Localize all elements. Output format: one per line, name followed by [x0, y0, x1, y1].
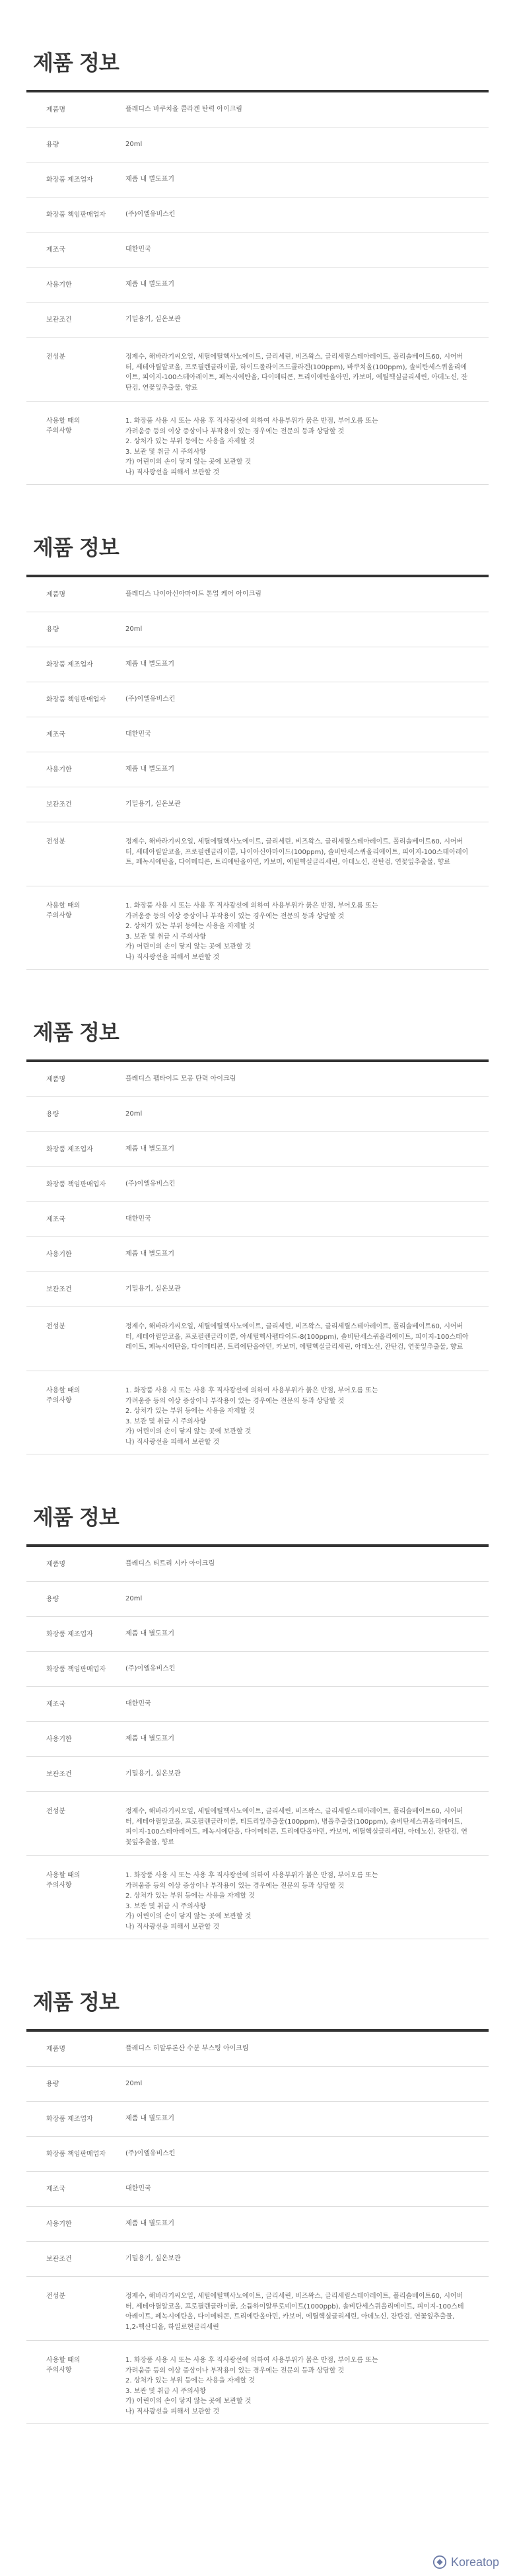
info-row-name: [26, 92, 489, 127]
row-label: 사용할 때의 주의사항: [46, 902, 81, 919]
info-row-caution: [26, 402, 489, 485]
row-value: 제품 내 별도표기: [125, 176, 174, 184]
row-label: 화장품 책임판매업자: [46, 1180, 106, 1188]
row-value: 기밀용기, 실온보관: [125, 316, 181, 324]
row-value: 1. 화장품 사용 시 또는 사용 후 직사광선에 의하여 사용부위가 붉은 반점, 부어오름 또는 가려움증 등의 이상 증상이나 부작용이 있는 경우에는 전문의 등과 상담할 것 2. 상처가 있는 부위 등에는 사용을 자제할 것 3. 보관 및 취급 시 주의사항 가) 어린이의 손이 닿지 않는 곳에 보관할 것 나) 직사광선을 피해서 보관할 것: [125, 417, 378, 476]
row-value: 정제수, 해바라기씨오일, 세틸에틸헥사노에이트, 글리세린, 비즈왁스, 글리세릴스테아레이트, 폴리솔베이트60, 시어버터, 세테아릴알코올, 프로필렌글라이콜, 소듐하이알루로네이트(1000ppb), 솔비탄세스퀴올리에이트, 피이지-100스테아레이트, 페녹시에탄올, 다이메티콘, 트리에탄올아민, 카보머, 에틸헥실글리세린, 아데노신, 잔탄검, 연꽃잎추출물, 1,2-헥산디올, 하일로현글리세린: [125, 2293, 464, 2331]
row-value: 20ml: [125, 141, 143, 149]
section-title: 제품 정보: [26, 485, 489, 577]
info-row-caution: [26, 1856, 489, 1939]
row-value: 1. 화장품 사용 시 또는 사용 후 직사광선에 의하여 사용부위가 붉은 반점, 부어오름 또는 가려움증 등의 이상 증상이나 부작용이 있는 경우에는 전문의 등과 상담할 것 2. 상처가 있는 부위 등에는 사용을 자제할 것 3. 보관 및 취급 시 주의사항 가) 어린이의 손이 닿지 않는 곳에 보관할 것 나) 직사광선을 피해서 보관할 것: [125, 1872, 378, 1931]
row-value: 플레디스 바쿠치올 콜라겐 탄력 아이크림: [125, 106, 242, 114]
info-row-country: [26, 1202, 489, 1237]
brand-name: Koreatop: [450, 2555, 499, 2569]
row-label: 사용기한: [46, 1735, 72, 1743]
product-info-section: [0, 485, 515, 970]
info-row-name: [26, 2032, 489, 2067]
row-value: 플레디스 티트리 시카 아이크림: [125, 1560, 215, 1568]
row-value: 정제수, 해바라기씨오일, 세틸에틸헥사노에이트, 글리세린, 비즈왁스, 글리세릴스테아레이트, 폴리솔베이트60, 시어버터, 세테아릴알코올, 프로필렌글라이콜, 나이아신아마이드(100ppm), 솔비탄세스퀴올리에이트, 피이지-100스테아레이트, 페녹시에탄올, 다이메티콘, 트리에탄올아민, 카보머, 에틸헥실글리세린, 아데노신, 잔탄검, 연꽃잎추출물, 향료: [125, 838, 469, 866]
section-title: 제품 정보: [26, 0, 489, 92]
info-row-seller: [26, 1167, 489, 1202]
row-value: 정제수, 해바라기씨오일, 세틸에틸헥사노에이트, 글리세린, 비즈왁스, 글리세릴스테아레이트, 폴리솔베이트60, 시어버터, 세테아릴알코올, 프로필렌글라이콜, 하이드롤라이즈드콜라겐(100ppm), 바쿠치올(100ppm), 솔비탄세스퀴올리에이트, 피이지-100스테아레이트, 페녹시에탄올, 다이메티콘, 트리이에탄올아민, 카보머, 에틸헥실글리세린, 아데노신, 잔탄검, 연꽃잎추출물, 향료: [125, 353, 467, 392]
row-label: 제조국: [46, 2185, 65, 2193]
info-row-maker: [26, 1617, 489, 1652]
info-row-storage: [26, 2242, 489, 2277]
row-label: 제품명: [46, 106, 65, 114]
section-title: 제품 정보: [26, 1454, 489, 1547]
koreatop-logo-icon: [432, 2555, 447, 2569]
row-label: 전성분: [46, 1808, 65, 1815]
product-info-section: [0, 970, 515, 1454]
info-row-name: [26, 1547, 489, 1582]
row-value: 1. 화장품 사용 시 또는 사용 후 직사광선에 의하여 사용부위가 붉은 반점, 부어오름 또는 가려움증 등의 이상 증상이나 부작용이 있는 경우에는 전문의 등과 상담할 것 2. 상처가 있는 부위 등에는 사용을 자제할 것 3. 보관 및 취급 시 주의사항 가) 어린이의 손이 닿지 않는 곳에 보관할 것 나) 직사광선을 피해서 보관할 것: [125, 1387, 378, 1446]
row-label: 보관조건: [46, 801, 72, 808]
row-value: 플레디스 펩타이드 모공 탄력 아이크림: [125, 1075, 236, 1083]
info-row-ingredients: [26, 338, 489, 402]
row-label: 보관조건: [46, 316, 72, 324]
row-value: 플레디스 나이아신아마이드 톤업 케어 아이크림: [125, 590, 261, 598]
row-label: 화장품 책임판매업자: [46, 1665, 106, 1673]
row-label: 화장품 제조업자: [46, 1630, 93, 1638]
row-value: 제품 내 별도표기: [125, 281, 174, 289]
info-row-volume: [26, 1097, 489, 1132]
row-value: 대한민국: [125, 731, 151, 738]
info-row-country: [26, 1687, 489, 1722]
row-label: 제품명: [46, 1075, 65, 1083]
row-value: (주)이엘유비스킨: [125, 696, 176, 703]
row-value: (주)이엘유비스킨: [125, 211, 176, 219]
row-value: 대한민국: [125, 2185, 151, 2193]
row-label: 용량: [46, 2080, 59, 2088]
row-value: 20ml: [125, 1110, 143, 1118]
row-label: 사용기한: [46, 766, 72, 773]
row-label: 제조국: [46, 246, 65, 254]
row-label: 제품명: [46, 2045, 65, 2053]
row-label: 화장품 책임판매업자: [46, 696, 106, 703]
info-row-country: [26, 233, 489, 268]
row-value: 제품 내 별도표기: [125, 2115, 174, 2123]
row-value: 20ml: [125, 2080, 143, 2088]
row-value: 제품 내 별도표기: [125, 1250, 174, 1258]
info-row-name: [26, 1062, 489, 1097]
row-value: 20ml: [125, 626, 143, 633]
info-row-storage: [26, 787, 489, 822]
section-title: 제품 정보: [26, 970, 489, 1062]
info-row-caution: [26, 886, 489, 970]
info-row-maker: [26, 2102, 489, 2137]
info-row-expiry: [26, 752, 489, 787]
row-value: 대한민국: [125, 246, 151, 254]
row-value: 제품 내 별도표기: [125, 1145, 174, 1153]
row-value: 대한민국: [125, 1700, 151, 1708]
row-label: 제품명: [46, 590, 65, 598]
row-label: 보관조건: [46, 1770, 72, 1778]
row-label: 사용기한: [46, 1250, 72, 1258]
row-value: 제품 내 별도표기: [125, 661, 174, 668]
info-row-volume: [26, 612, 489, 647]
row-label: 화장품 제조업자: [46, 176, 93, 184]
row-value: 기밀용기, 실온보관: [125, 2255, 181, 2263]
info-row-country: [26, 717, 489, 752]
info-row-name: [26, 577, 489, 612]
info-row-caution: [26, 1371, 489, 1454]
row-label: 사용할 때의 주의사항: [46, 2357, 81, 2374]
row-value: 대한민국: [125, 1215, 151, 1223]
row-label: 용량: [46, 141, 59, 149]
row-label: 용량: [46, 1595, 59, 1603]
row-value: 20ml: [125, 1595, 143, 1603]
info-row-expiry: [26, 268, 489, 303]
info-row-expiry: [26, 2207, 489, 2242]
info-row-seller: [26, 682, 489, 717]
row-value: 제품 내 별도표기: [125, 766, 174, 773]
info-row-country: [26, 2172, 489, 2207]
row-label: 보관조건: [46, 1285, 72, 1293]
row-label: 화장품 책임판매업자: [46, 211, 106, 219]
row-label: 사용기한: [46, 281, 72, 289]
info-row-seller: [26, 197, 489, 233]
row-label: 제조국: [46, 1215, 65, 1223]
row-value: 기밀용기, 실온보관: [125, 1770, 181, 1778]
row-label: 용량: [46, 626, 59, 633]
row-label: 사용기한: [46, 2220, 72, 2228]
info-row-expiry: [26, 1722, 489, 1757]
row-label: 사용할 때의 주의사항: [46, 417, 81, 435]
row-value: 정제수, 해바라기씨오일, 세틸에틸헥사노에이트, 글리세린, 비즈왁스, 글리세릴스테아레이트, 폴리솔베이트60, 시어버터, 세테아릴알코올, 프로필렌글라이콜, 아세틸헥사펩타이드-8(100ppm), 솔비탄세스퀴올리에이트, 피이지-100스테아레이트, 페녹시에탄올, 다이메티콘, 트리에탄올아민, 카보머, 에틸헥실글리세린, 아데노신, 잔탄검, 연꽃잎추출물, 향료: [125, 1323, 469, 1351]
row-value: 기밀용기, 실온보관: [125, 801, 181, 808]
row-label: 전성분: [46, 353, 65, 361]
row-label: 제품명: [46, 1560, 65, 1568]
info-row-seller: [26, 2137, 489, 2172]
info-row-maker: [26, 162, 489, 197]
info-row-volume: [26, 127, 489, 162]
row-value: 제품 내 별도표기: [125, 1735, 174, 1743]
row-value: 1. 화장품 사용 시 또는 사용 후 직사광선에 의하여 사용부위가 붉은 반점, 부어오름 또는 가려움증 등의 이상 증상이나 부작용이 있는 경우에는 전문의 등과 상담할 것 2. 상처가 있는 부위 등에는 사용을 자제할 것 3. 보관 및 취급 시 주의사항 가) 어린이의 손이 닿지 않는 곳에 보관할 것 나) 직사광선을 피해서 보관할 것: [125, 2357, 378, 2415]
info-row-ingredients: [26, 1307, 489, 1371]
row-value: 기밀용기, 실온보관: [125, 1285, 181, 1293]
info-row-ingredients: [26, 1792, 489, 1856]
row-value: (주)이엘유비스킨: [125, 1665, 176, 1673]
info-row-volume: [26, 1582, 489, 1617]
row-label: 화장품 제조업자: [46, 1145, 93, 1153]
row-label: 제조국: [46, 731, 65, 738]
info-row-caution: [26, 2341, 489, 2424]
row-value: (주)이엘유비스킨: [125, 2150, 176, 2158]
info-row-maker: [26, 647, 489, 682]
row-label: 화장품 책임판매업자: [46, 2150, 106, 2158]
product-info-section: [0, 1939, 515, 2424]
info-row-volume: [26, 2067, 489, 2102]
info-row-ingredients: [26, 2277, 489, 2341]
info-row-storage: [26, 1757, 489, 1792]
info-row-storage: [26, 1272, 489, 1307]
info-row-ingredients: [26, 822, 489, 886]
row-value: (주)이엘유비스킨: [125, 1180, 176, 1188]
row-value: 1. 화장품 사용 시 또는 사용 후 직사광선에 의하여 사용부위가 붉은 반점, 부어오름 또는 가려움증 등의 이상 증상이나 부작용이 있는 경우에는 전문의 등과 상담할 것 2. 상처가 있는 부위 등에는 사용을 자제할 것 3. 보관 및 취급 시 주의사항 가) 어린이의 손이 닿지 않는 곳에 보관할 것 나) 직사광선을 피해서 보관할 것: [125, 902, 378, 961]
info-row-storage: [26, 303, 489, 338]
row-value: 제품 내 별도표기: [125, 2220, 174, 2228]
row-label: 전성분: [46, 1323, 65, 1330]
product-info-section: [0, 0, 515, 485]
info-row-maker: [26, 1132, 489, 1167]
info-row-expiry: [26, 1237, 489, 1272]
row-value: 제품 내 별도표기: [125, 1630, 174, 1638]
brand-logo: [432, 2555, 499, 2569]
row-value: 정제수, 해바라기씨오일, 세틸에틸헥사노에이트, 글리세린, 비즈왁스, 글리세릴스테아레이트, 폴리솔베이트60, 시어버터, 세테아릴알코올, 프로필렌글라이콜, 티트리잎추출물(100ppm), 병풀추출물(100ppm), 솔비탄세스퀴올리에이트, 피이지-100스테아레이트, 페녹시에탄올, 다이메티콘, 트리에탄올아민, 카보머, 에틸헥실글리세린, 아데노신, 잔탄검, 연꽃잎추출물, 향료: [125, 1808, 467, 1846]
info-row-seller: [26, 1652, 489, 1687]
row-label: 제조국: [46, 1700, 65, 1708]
row-label: 사용할 때의 주의사항: [46, 1872, 81, 1889]
row-label: 화장품 제조업자: [46, 661, 93, 668]
row-label: 보관조건: [46, 2255, 72, 2263]
row-label: 용량: [46, 1110, 59, 1118]
product-info-section: [0, 1454, 515, 1939]
row-label: 전성분: [46, 838, 65, 845]
row-value: 플레디스 히알루론산 수분 부스팅 아이크림: [125, 2045, 249, 2053]
row-label: 사용할 때의 주의사항: [46, 1387, 81, 1404]
section-title: 제품 정보: [26, 1939, 489, 2032]
row-label: 전성분: [46, 2293, 65, 2300]
row-label: 화장품 제조업자: [46, 2115, 93, 2123]
